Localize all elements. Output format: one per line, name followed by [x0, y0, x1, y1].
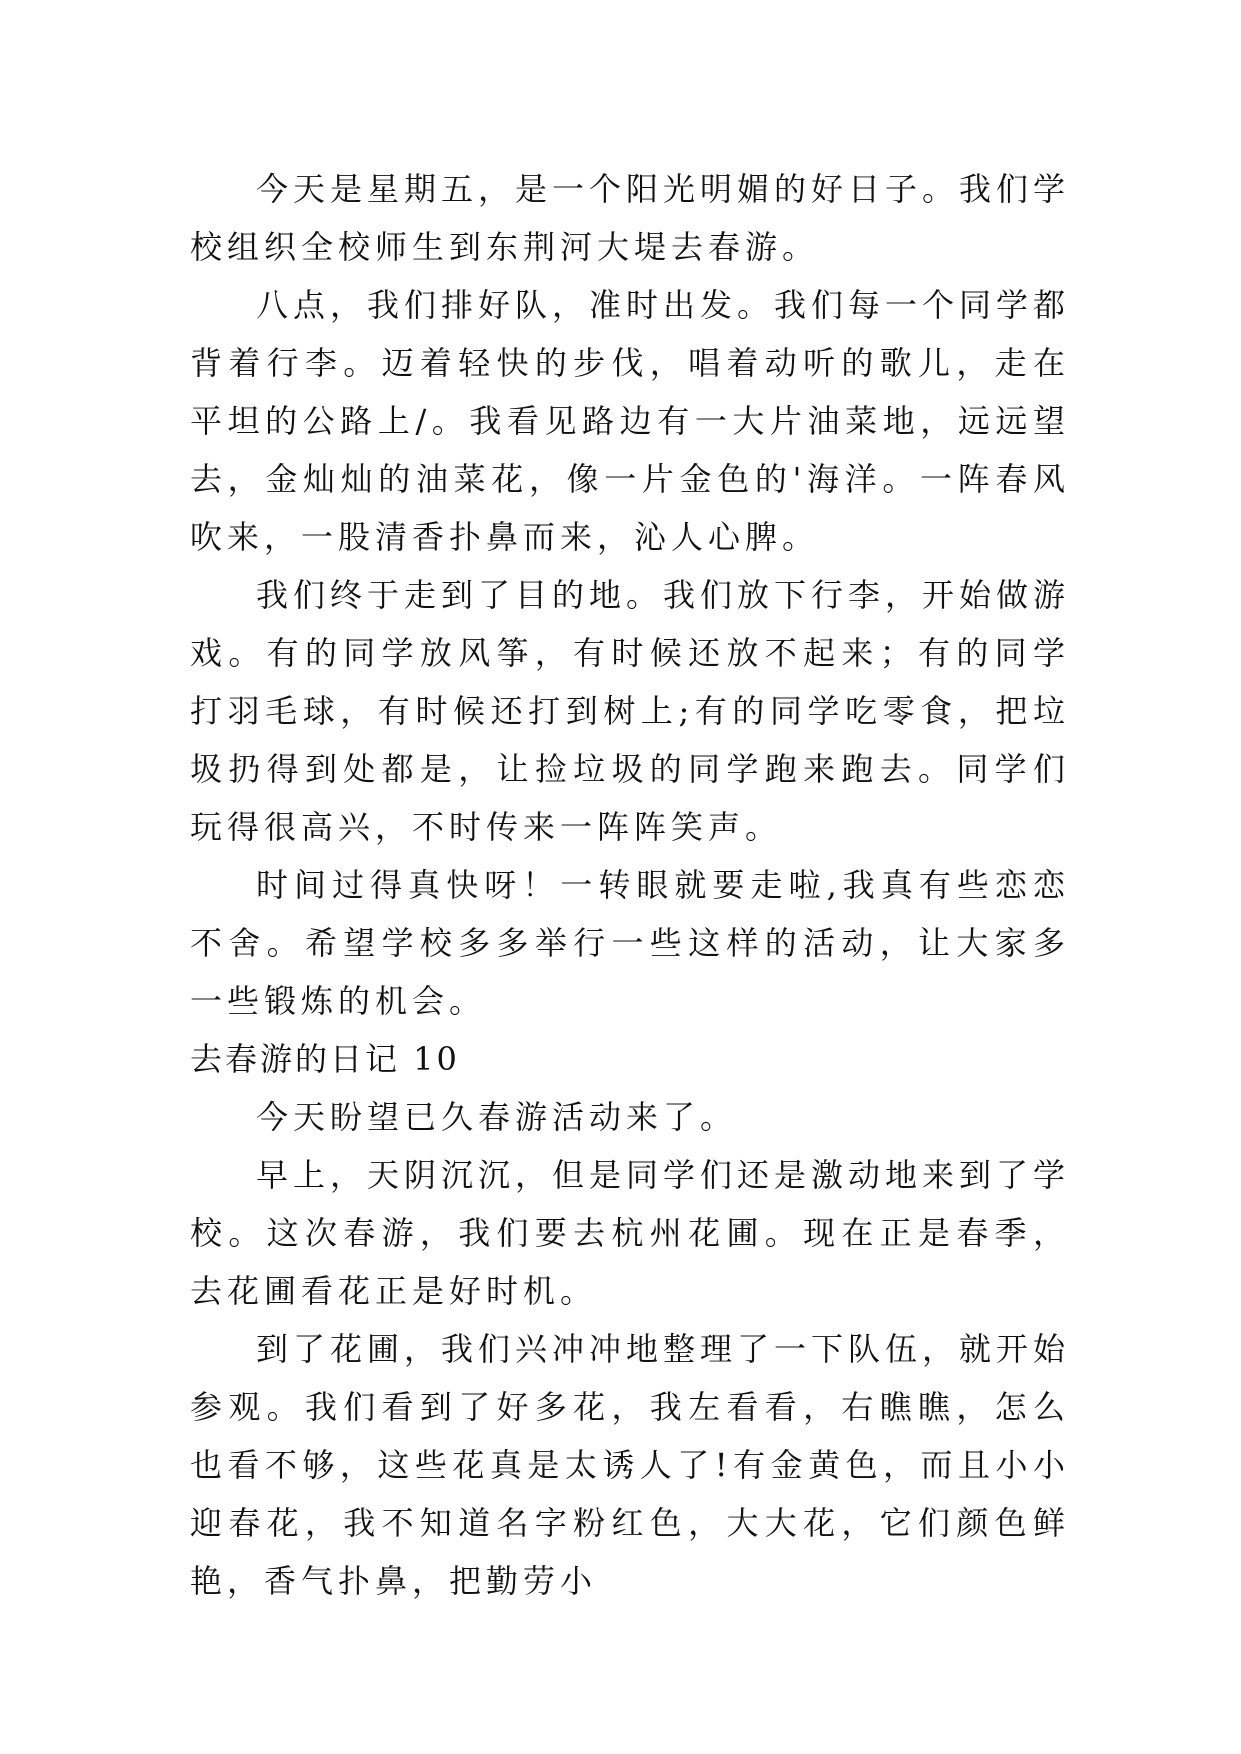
paragraph-6: 早上，天阴沉沉，但是同学们还是激动地来到了学校。这次春游，我们要去杭州花圃。现在正是春季，去花圃看花正是好时机。	[190, 1156, 1071, 1310]
document-page	[190, 160, 1070, 1610]
paragraph-2: 八点，我们排好队，准时出发。我们每一个同学都背着行李。迈着轻快的步伐，唱着动听的歌儿，走在平坦的公路上/。我看见路边有一大片油菜地，远远望去，金灿灿的油菜花，像一片金色的'海洋。一阵春风吹来，一股清香扑鼻而来，沁人心脾。	[190, 286, 1071, 556]
paragraph-3: 我们终于走到了目的地。我们放下行李，开始做游戏。有的同学放风筝，有时候还放不起来；有的同学打羽毛球，有时候还打到树上;有的同学吃零食，把垃圾扔得到处都是，让捡垃圾的同学跑来跑去。同学们玩得很高兴，不时传来一阵阵笑声。	[190, 576, 1071, 846]
paragraph-1: 今天是星期五，是一个阳光明媚的好日子。我们学校组织全校师生到东荆河大堤去春游。	[190, 170, 1071, 266]
section-title: 去春游的日记 10	[190, 1040, 460, 1078]
paragraph-7: 到了花圃，我们兴冲冲地整理了一下队伍，就开始参观。我们看到了好多花，我左看看，右瞧瞧，怎么也看不够，这些花真是太诱人了!有金黄色，而且小小迎春花，我不知道名字粉红色，大大花，它们颜色鲜艳，香气扑鼻，把勤劳小	[190, 1330, 1071, 1600]
paragraph-5: 今天盼望已久春游活动来了。	[256, 1098, 738, 1136]
paragraph-4: 时间过得真快呀！一转眼就要走啦,我真有些恋恋不舍。希望学校多多举行一些这样的活动，让大家多一些锻炼的机会。	[190, 866, 1070, 1020]
